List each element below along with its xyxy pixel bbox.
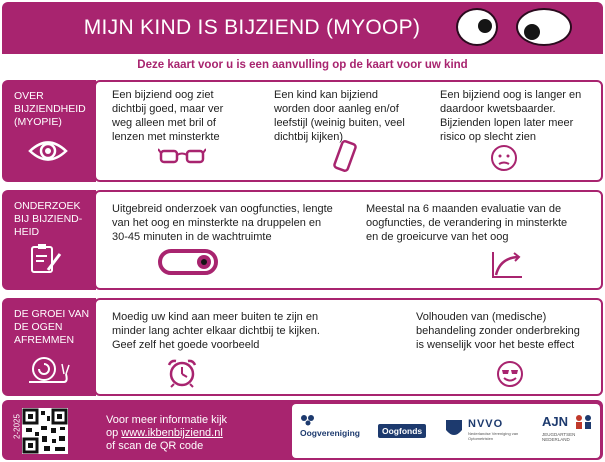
info-text: Moedig uw kind aan meer buiten te zijn en minder lang achter elkaar dichtbij te kijken. Geef zelf het goede voorbeeld xyxy=(112,311,320,351)
more-info-line3: of scan de QR code xyxy=(106,440,204,452)
logo-oogvereniging-text: Oogvereniging xyxy=(300,428,360,438)
snail-icon xyxy=(26,354,72,386)
section-slow-growth xyxy=(2,298,603,396)
qr-code-icon[interactable] xyxy=(22,408,68,454)
footer-banner xyxy=(2,400,603,460)
info-text: Meestal na 6 maanden evaluatie van de oogfuncties, de verandering in minsterkte en de groeicurve van het oog xyxy=(366,203,568,243)
growth-curve-icon xyxy=(490,250,524,280)
ajn-people-icon xyxy=(574,414,594,430)
section-title: OVER BIJZIENDHEID (MYOPIE) xyxy=(14,90,86,128)
section-examination xyxy=(2,190,603,290)
logo-nvvo-sub: Nederlandse Vereniging van Optometristen xyxy=(468,431,519,441)
cartoon-eye-left-icon xyxy=(456,8,498,46)
section-content xyxy=(94,190,603,290)
info-text: Een kind kan bijziend worden door aanleg en/of leefstijl (weinig buiten, veel dichtbij kijken) xyxy=(274,89,405,143)
logo-ajn-sub: JEUGDARTSEN NEDERLAND xyxy=(542,432,576,442)
smartphone-icon xyxy=(332,140,358,174)
elongated-eye-icon xyxy=(158,248,218,276)
section-title: DE GROEI VAN DE OGEN AFREMMEN xyxy=(14,308,90,346)
website-link[interactable]: www.ikbenbijziend.nl xyxy=(121,427,223,439)
more-info-text xyxy=(106,414,227,453)
more-info-line1: Voor meer informatie kijk xyxy=(106,414,228,426)
section-content xyxy=(94,80,603,182)
clipboard-pen-icon xyxy=(28,242,62,276)
worried-face-icon xyxy=(490,144,518,172)
section-label xyxy=(2,190,96,290)
nvvo-shield-icon xyxy=(444,418,464,440)
partner-logos xyxy=(292,404,600,458)
glasses-icon xyxy=(158,146,206,166)
page-title: MIJN KIND IS BIJZIEND (MYOOP) xyxy=(83,16,421,39)
info-text: Volhouden van (medische) behandeling zonder onderbreking is wenselijk voor het beste effect xyxy=(416,311,580,351)
section-content xyxy=(94,298,603,396)
header-banner xyxy=(2,2,603,54)
version-label: 2-2025 xyxy=(12,414,22,439)
logo-nvvo-text: NVVO xyxy=(468,418,504,430)
cartoon-eye-right-icon xyxy=(516,8,572,46)
subtitle: Deze kaart voor u is een aanvulling op de kaart voor uw kind xyxy=(137,59,468,71)
more-info-prefix: op xyxy=(106,427,122,439)
info-text: Een bijziend oog ziet dichtbij goed, maar ver weg alleen met bril of lenzen met minsterkte xyxy=(112,89,224,143)
info-text: Een bijziend oog is langer en daardoor kwetsbaarder. Bijzienden lopen later meer risico op slecht zien xyxy=(440,89,582,143)
section-about-myopia xyxy=(2,80,603,182)
alarm-clock-icon xyxy=(166,358,198,388)
eye-icon xyxy=(28,136,68,166)
oogvereniging-mark-icon xyxy=(300,414,320,426)
logo-oogvereniging xyxy=(300,414,360,438)
info-text: Uitgebreid onderzoek van oogfuncties, lengte van het oog en minsterkte na druppelen en 30-45 minuten in de wachtruimte xyxy=(112,203,333,243)
logo-ajn-text: AJN xyxy=(542,414,569,429)
more-info-line2 xyxy=(106,427,227,440)
section-label xyxy=(2,80,96,182)
section-title: ONDERZOEK BIJ BIJZIEND- HEID xyxy=(14,200,83,238)
logo-oogfonds: Oogfonds xyxy=(378,424,426,438)
section-label xyxy=(2,298,96,396)
sunglasses-face-icon xyxy=(496,360,524,388)
